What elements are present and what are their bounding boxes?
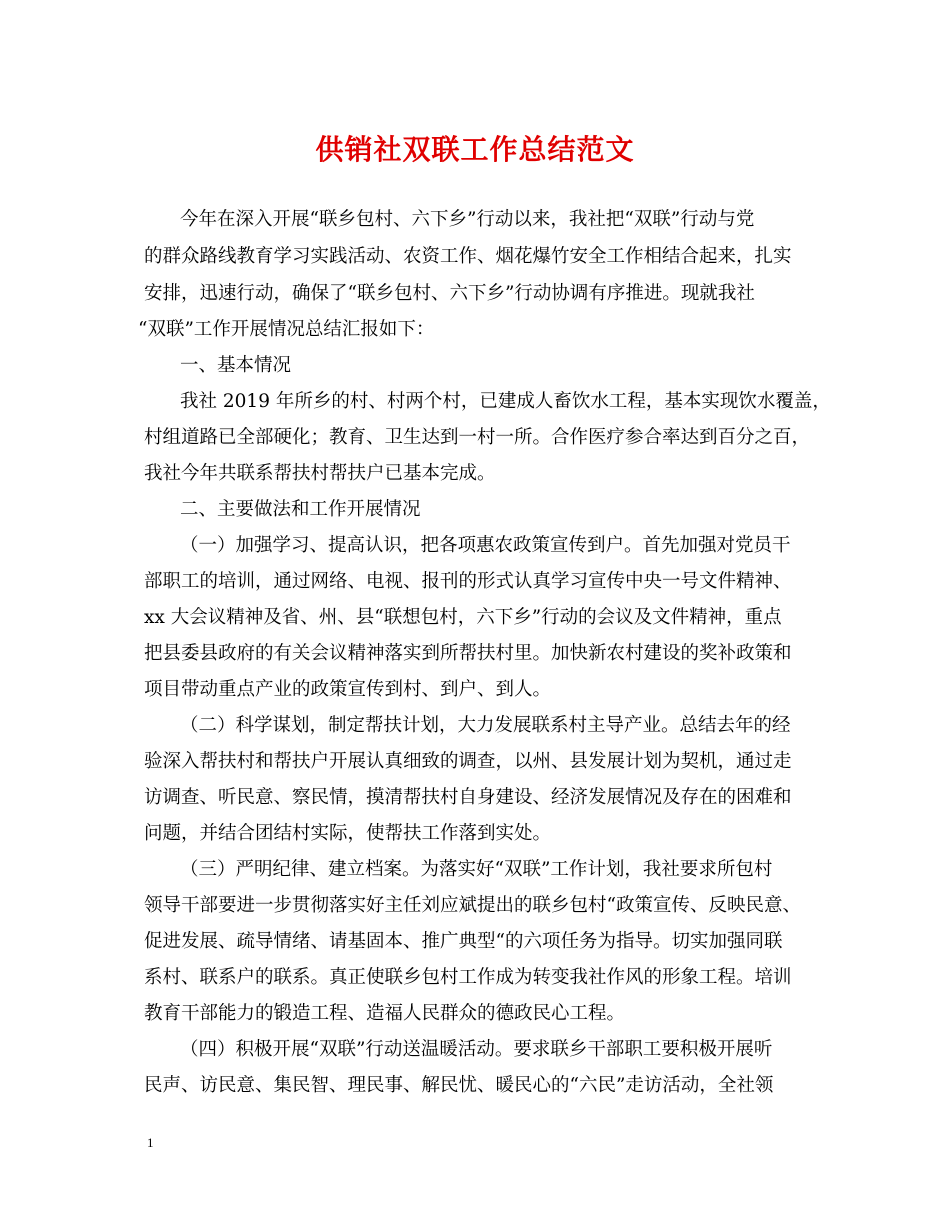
paragraph-line: 把县委县政府的有关会议精神落实到所帮扶村里。加快新农村建设的奖补政策和 [144,643,792,664]
paragraph-line: 系村、联系户的联系。真正使联乡包村工作成为转变我社作风的形象工程。培训 [144,967,792,988]
paragraph-line: （二）科学谋划，制定帮扶计划，大力发展联系村主导产业。总结去年的经 [180,715,791,736]
paragraph-line: 部职工的培训，通过网络、电视、报刊的形式认真学习宣传中央一号文件精神、 [144,571,792,592]
section-heading: 一、基本情况 [180,355,292,376]
paragraph-line: 问题，并结合团结村实际，使帮扶工作落到实处。 [144,823,552,844]
paragraph-line: 民声、访民意、集民智、理民事、解民忧、暖民心的“六民”走访活动，全社领 [144,1075,774,1096]
paragraph-line: 访调查、听民意、察民情，摸清帮扶村自身建设、经济发展情况及存在的困难和 [144,787,792,808]
paragraph-line: 项目带动重点产业的政策宣传到村、到户、到人。 [144,679,552,700]
paragraph-line: “双联”工作开展情况总结汇报如下： [138,319,435,340]
paragraph-line: 领导干部要进一步贯彻落实好主任刘应斌提出的联乡包村“政策宣传、反映民意、 [144,895,801,916]
paragraph-line: 验深入帮扶村和帮扶户开展认真细致的调查，以州、县发展计划为契机，通过走 [144,751,792,772]
paragraph-line: 村组道路已全部硬化；教育、卫生达到一村一所。合作医疗参合率达到百分之百， [144,427,811,448]
paragraph-line: 我社今年共联系帮扶村帮扶户已基本完成。 [144,463,496,484]
paragraph-line: （四）积极开展“双联”行动送温暖活动。要求联乡干部职工要积极开展听 [180,1039,773,1060]
paragraph-line: xx 大会议精神及省、州、县“联想包村，六下乡”行动的会议及文件精神，重点 [144,607,782,628]
paragraph-line: 安排，迅速行动，确保了“联乡包村、六下乡”行动协调有序推进。现就我社 [144,283,755,304]
page-number: 1 [147,1135,154,1150]
section-heading: 二、主要做法和工作开展情况 [180,499,421,520]
paragraph-line: 教育干部能力的锻造工程、造福人民群众的德政民心工程。 [144,1003,626,1024]
paragraph-line: 我社 2019 年所乡的村、村两个村，已建成人畜饮水工程，基本实现饮水覆盖， [180,391,831,412]
paragraph-line: （一）加强学习、提高认识，把各项惠农政策宣传到户。首先加强对党员干 [180,535,791,556]
paragraph-line: 促进发展、疏导情绪、请基固本、推广典型“的六项任务为指导。切实加强同联 [144,931,783,952]
document-title: 供销社双联工作总结范文 [315,133,635,166]
paragraph-line: 的群众路线教育学习实践活动、农资工作、烟花爆竹安全工作相结合起来，扎实 [144,246,792,267]
paragraph-line: （三）严明纪律、建立档案。为落实好“双联”工作计划，我社要求所包村 [180,859,773,880]
paragraph-line: 今年在深入开展“联乡包村、六下乡”行动以来，我社把“双联”行动与党 [180,209,755,230]
